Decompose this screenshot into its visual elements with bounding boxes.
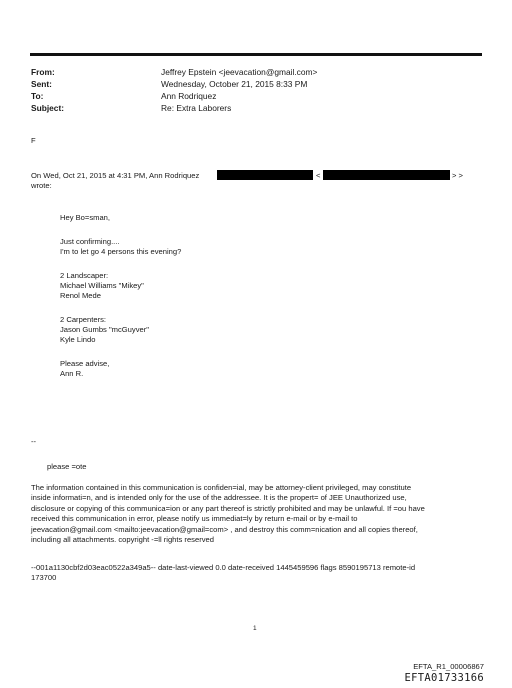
landscaper-name: Renol Mede — [60, 291, 101, 300]
redaction-box — [323, 170, 450, 180]
confirm-line: I'm to let go 4 persons this evening? — [60, 247, 182, 256]
mime-metadata — [31, 563, 415, 584]
disclaimer-line: including all attachments. copyright -=ll rights reserved — [31, 535, 214, 545]
reply-text: F — [31, 136, 36, 145]
bates-number-large: EFTA01733166 — [404, 672, 484, 684]
quote-intro-wrote: wrote: — [31, 181, 52, 190]
separator: -- — [31, 437, 37, 446]
meta-line: --001a1130cbf2d03eac0522a349a5-- date-last-viewed 0.0 date-received 1445459596 flags 8590195713 remote-id — [31, 563, 416, 572]
disclaimer-line: inside informati=n, and is intended only for the use of the addressee. It is the propert= of JEE Unauthorized use, — [31, 493, 407, 503]
sent-label: Sent: — [31, 79, 52, 89]
redaction-box — [217, 170, 313, 180]
closing-line: Please advise, — [60, 359, 110, 368]
from-label: From: — [31, 67, 55, 77]
sent-value: Wednesday, October 21, 2015 8:33 PM — [161, 79, 308, 89]
please-note: please =ote — [47, 462, 87, 471]
disclaimer — [31, 483, 486, 545]
disclaimer-line: received this communication in error, please notify us immediat=ly by return e-mail or by e-mail to — [31, 514, 358, 524]
confirm-line: Just confirming.... — [60, 237, 120, 246]
to-value: Ann Rodriquez — [161, 91, 217, 101]
quote-intro-prefix: On Wed, Oct 21, 2015 at 4:31 PM, Ann Rodriquez — [31, 171, 200, 180]
quote-intro-lt: < — [316, 171, 321, 180]
disclaimer-line: The information contained in this communication is confiden=ial, may be attorney-client privileged, may constitute — [31, 483, 412, 492]
to-label: To: — [31, 91, 44, 101]
disclaimer-line: jeevacation@gmail.com <mailto:jeevacation@gmail=com> , and destroy this comm=nication and all copies thereof, — [31, 524, 418, 534]
carpenter-name: Kyle Lindo — [60, 335, 96, 344]
greeting: Hey Bo=sman, — [60, 213, 111, 222]
carpenter-heading: 2 Carpenters: — [60, 315, 107, 324]
subject-label: Subject: — [31, 103, 65, 113]
carpenter-name: Jason Gumbs "mcGuyver" — [60, 325, 149, 334]
subject-value: Re: Extra Laborers — [161, 103, 232, 113]
meta-line: 173700 — [31, 573, 57, 583]
quoted-message — [60, 213, 181, 389]
signature: Ann R. — [60, 369, 84, 378]
quote-intro-gt: > > — [452, 171, 463, 180]
disclaimer-line: disclosure or copying of this communica=ion or any part thereof is strictly prohibited and may be unlawful. If =ou have — [31, 503, 425, 513]
header-rule — [30, 53, 482, 56]
bates-number-small: EFTA_R1_00006867 — [413, 662, 484, 671]
landscaper-name: Michael Williams "Mikey" — [60, 281, 144, 290]
from-value: Jeffrey Epstein <jeevacation@gmail.com> — [161, 67, 318, 77]
page-number: 1 — [253, 625, 257, 632]
landscaper-heading: 2 Landscaper: — [60, 271, 109, 280]
